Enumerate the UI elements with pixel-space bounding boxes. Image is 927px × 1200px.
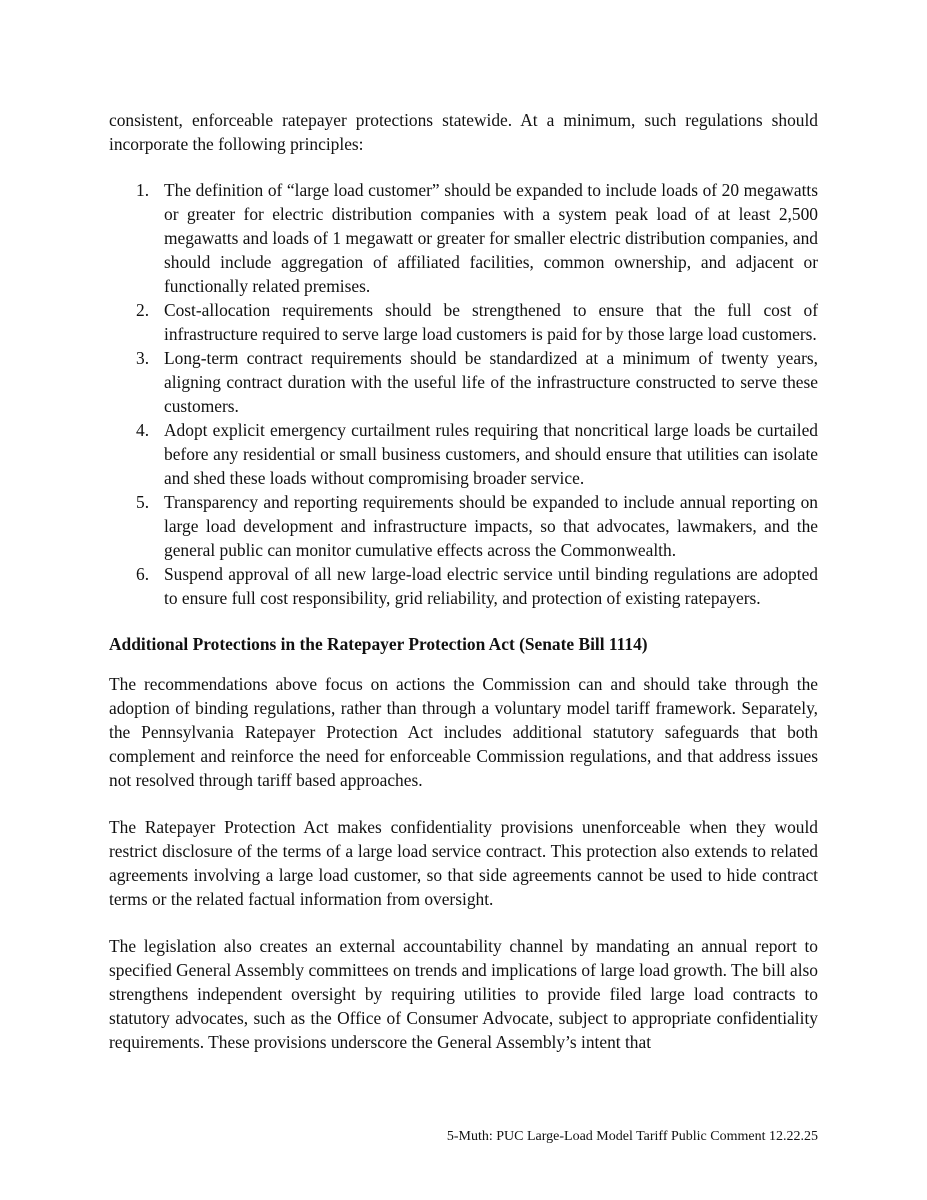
principles-list bbox=[109, 178, 818, 610]
list-item-text: The definition of “large load customer” should be expanded to include loads of 20 megawatts or greater for electric distribution companies with a system peak load of at least 2,500 megawatts and loads of 1 megawatt or greater for smaller electric distribution companies, and should include aggregation of affiliated facilities, common ownership, and adjacent or functionally related premises. bbox=[164, 180, 818, 296]
list-item-number: 1. bbox=[136, 180, 150, 200]
list-item-number: 3. bbox=[136, 348, 150, 368]
list-item-text: Long-term contract requirements should be standardized at a minimum of twenty years, aligning contract duration with the useful life of the infrastructure constructed to serve these customers. bbox=[164, 348, 818, 416]
list-item bbox=[109, 346, 818, 418]
page-footer: 5-Muth: PUC Large-Load Model Tariff Public Comment 12.22.25 bbox=[446, 1129, 818, 1144]
list-item bbox=[109, 178, 818, 298]
list-item-number: 5. bbox=[136, 492, 150, 512]
list-item-text: Adopt explicit emergency curtailment rules requiring that noncritical large loads be curtailed before any residential or small business customers, and should ensure that utilities can isolate and shed these loads without compromising broader service. bbox=[164, 420, 818, 488]
list-item bbox=[109, 562, 818, 610]
list-item bbox=[109, 418, 818, 490]
list-item bbox=[109, 490, 818, 562]
list-item-number: 4. bbox=[136, 420, 150, 440]
list-item-number: 6. bbox=[136, 564, 150, 584]
document-page bbox=[109, 108, 818, 1077]
body-paragraph: The Ratepayer Protection Act makes confidentiality provisions unenforceable when they would restrict disclosure of the terms of a large load service contract. This protection also extends to related agreements involving a large load customer, so that side agreements cannot be used to hide contract terms or the related factual information from oversight. bbox=[109, 817, 818, 909]
list-item-text: Cost-allocation requirements should be strengthened to ensure that the full cost of infrastructure required to serve large load customers is paid for by those large load customers. bbox=[164, 300, 818, 344]
section-heading: Additional Protections in the Ratepayer Protection Act (Senate Bill 1114) bbox=[109, 634, 648, 654]
list-item bbox=[109, 298, 818, 346]
intro-paragraph: consistent, enforceable ratepayer protections statewide. At a minimum, such regulations should incorporate the following principles: bbox=[109, 110, 818, 154]
list-item-number: 2. bbox=[136, 300, 150, 320]
list-item-text: Transparency and reporting requirements should be expanded to include annual reporting on large load development and infrastructure impacts, so that advocates, lawmakers, and the general public can monitor cumulative effects across the Commonwealth. bbox=[164, 492, 818, 560]
body-paragraph: The recommendations above focus on actions the Commission can and should take through the adoption of binding regulations, rather than through a voluntary model tariff framework. Separately, the Pennsylvania Ratepayer Protection Act includes additional statutory safeguards that both complement and reinforce the need for enforceable Commission regulations, and that address issues not resolved through tariff based approaches. bbox=[109, 674, 818, 790]
body-paragraph: The legislation also creates an external accountability channel by mandating an annual report to specified General Assembly committees on trends and implications of large load growth. The bill also strengthens independent oversight by requiring utilities to provide filed large load contracts to statutory advocates, such as the Office of Consumer Advocate, subject to appropriate confidentiality requirements. These provisions underscore the General Assembly’s intent that bbox=[109, 936, 818, 1052]
list-item-text: Suspend approval of all new large-load electric service until binding regulations are adopted to ensure full cost responsibility, grid reliability, and protection of existing ratepayers. bbox=[164, 564, 818, 608]
